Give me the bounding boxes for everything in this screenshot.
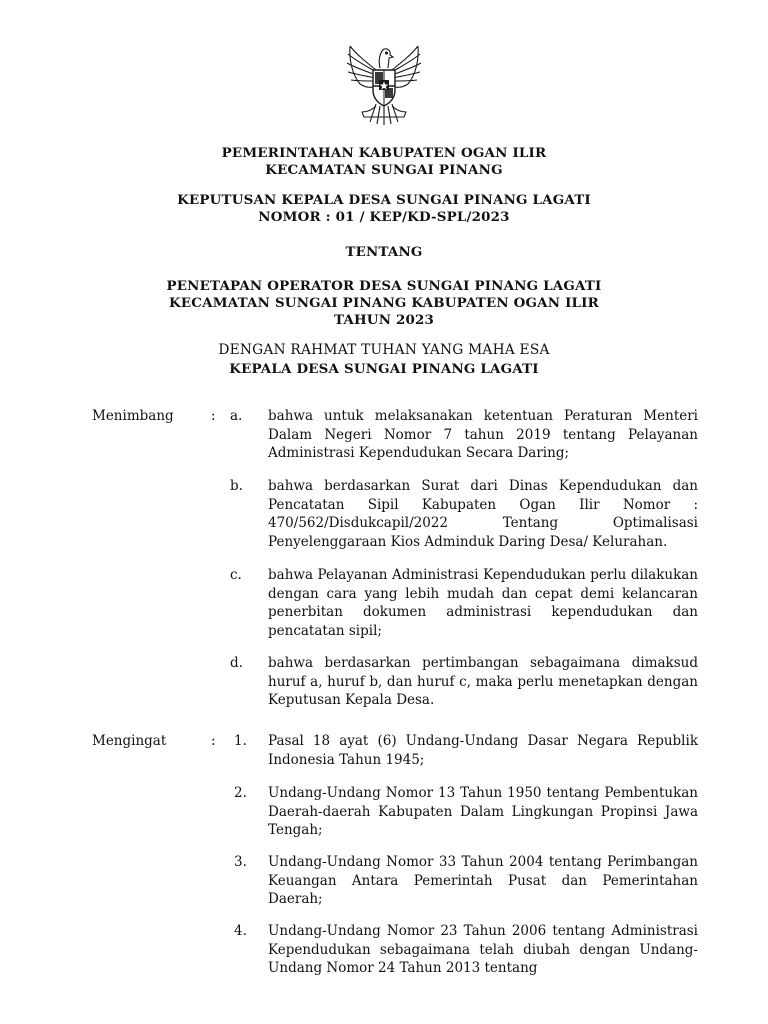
item-text: bahwa berdasarkan pertimbangan sebagaimana dimaksud huruf a, huruf b, dan huruf c, maka perlu menetapkan dengan Keputusan Kepala Desa. xyxy=(268,655,698,708)
item-marker: 1. xyxy=(234,733,247,749)
district-name: KECAMATAN SUNGAI PINANG xyxy=(265,162,503,178)
decree-title: KEPUTUSAN KEPALA DESA SUNGAI PINANG LAGATI xyxy=(177,192,591,208)
item-text: Undang-Undang Nomor 33 Tahun 2004 tentang Perimbangan Keuangan Antara Pemerintah Pusat dan Pemerintahan Daerah; xyxy=(268,854,698,907)
item-text: Undang-Undang Nomor 13 Tahun 1950 tentang Pembentukan Daerah-daerah Kabupaten Dalam Lingkungan Propinsi Jawa Tengah; xyxy=(268,785,698,838)
about-heading: TENTANG xyxy=(345,244,423,260)
mengingat-label: Mengingat xyxy=(92,733,167,749)
subject-line-2: KECAMATAN SUNGAI PINANG KABUPATEN OGAN ILIR xyxy=(169,295,599,311)
item-marker: b. xyxy=(230,478,243,494)
grace-statement: DENGAN RAHMAT TUHAN YANG MAHA ESA xyxy=(218,342,550,358)
decree-number: NOMOR : 01 / KEP/KD-SPL/2023 xyxy=(258,209,510,225)
item-text: bahwa untuk melaksanakan ketentuan Peraturan Menteri Dalam Negeri Nomor 7 tahun 2019 tentang Pelayanan Administrasi Kependudukan Secara Daring; xyxy=(268,408,698,461)
subject-line-3: TAHUN 2023 xyxy=(333,312,435,328)
item-marker: 4. xyxy=(234,923,247,939)
item-marker: d. xyxy=(230,655,243,671)
garuda-emblem-icon xyxy=(346,40,422,126)
item-marker: c. xyxy=(230,567,242,583)
menimbang-label: Menimbang xyxy=(92,408,174,424)
item-marker: 2. xyxy=(234,785,247,801)
item-text: Pasal 18 ayat (6) Undang-Undang Dasar Negara Republik Indonesia Tahun 1945; xyxy=(268,733,698,768)
subject-line-1: PENETAPAN OPERATOR DESA SUNGAI PINANG LAGATI xyxy=(166,278,602,294)
item-text: Undang-Undang Nomor 23 Tahun 2006 tentang Administrasi Kependudukan sebagaimana telah diubah dengan Undang-Undang Nomor 24 Tahun 2013 tentang xyxy=(268,923,698,976)
authority-title: KEPALA DESA SUNGAI PINANG LAGATI xyxy=(229,361,539,377)
mengingat-colon: : xyxy=(211,733,216,749)
government-name: PEMERINTAHAN KABUPATEN OGAN ILIR xyxy=(221,145,547,161)
item-marker: 3. xyxy=(234,854,247,870)
menimbang-colon: : xyxy=(211,408,216,424)
item-text: bahwa Pelayanan Administrasi Kependudukan perlu dilakukan dengan cara yang lebih mudah dan cepat demi kelancaran penerbitan dokumen administrasi kependudukan dan pencatatan sipil; xyxy=(268,567,698,639)
item-marker: a. xyxy=(230,408,243,424)
item-text: bahwa berdasarkan Surat dari Dinas Kependudukan dan Pencatatan Sipil Kabupaten Ogan Ilir Nomor : 470/562/Disdukcapil/2022 Tentang Optimalisasi Penyelenggaraan Kios Adminduk Daring Desa/ Kelurahan. xyxy=(268,478,698,550)
